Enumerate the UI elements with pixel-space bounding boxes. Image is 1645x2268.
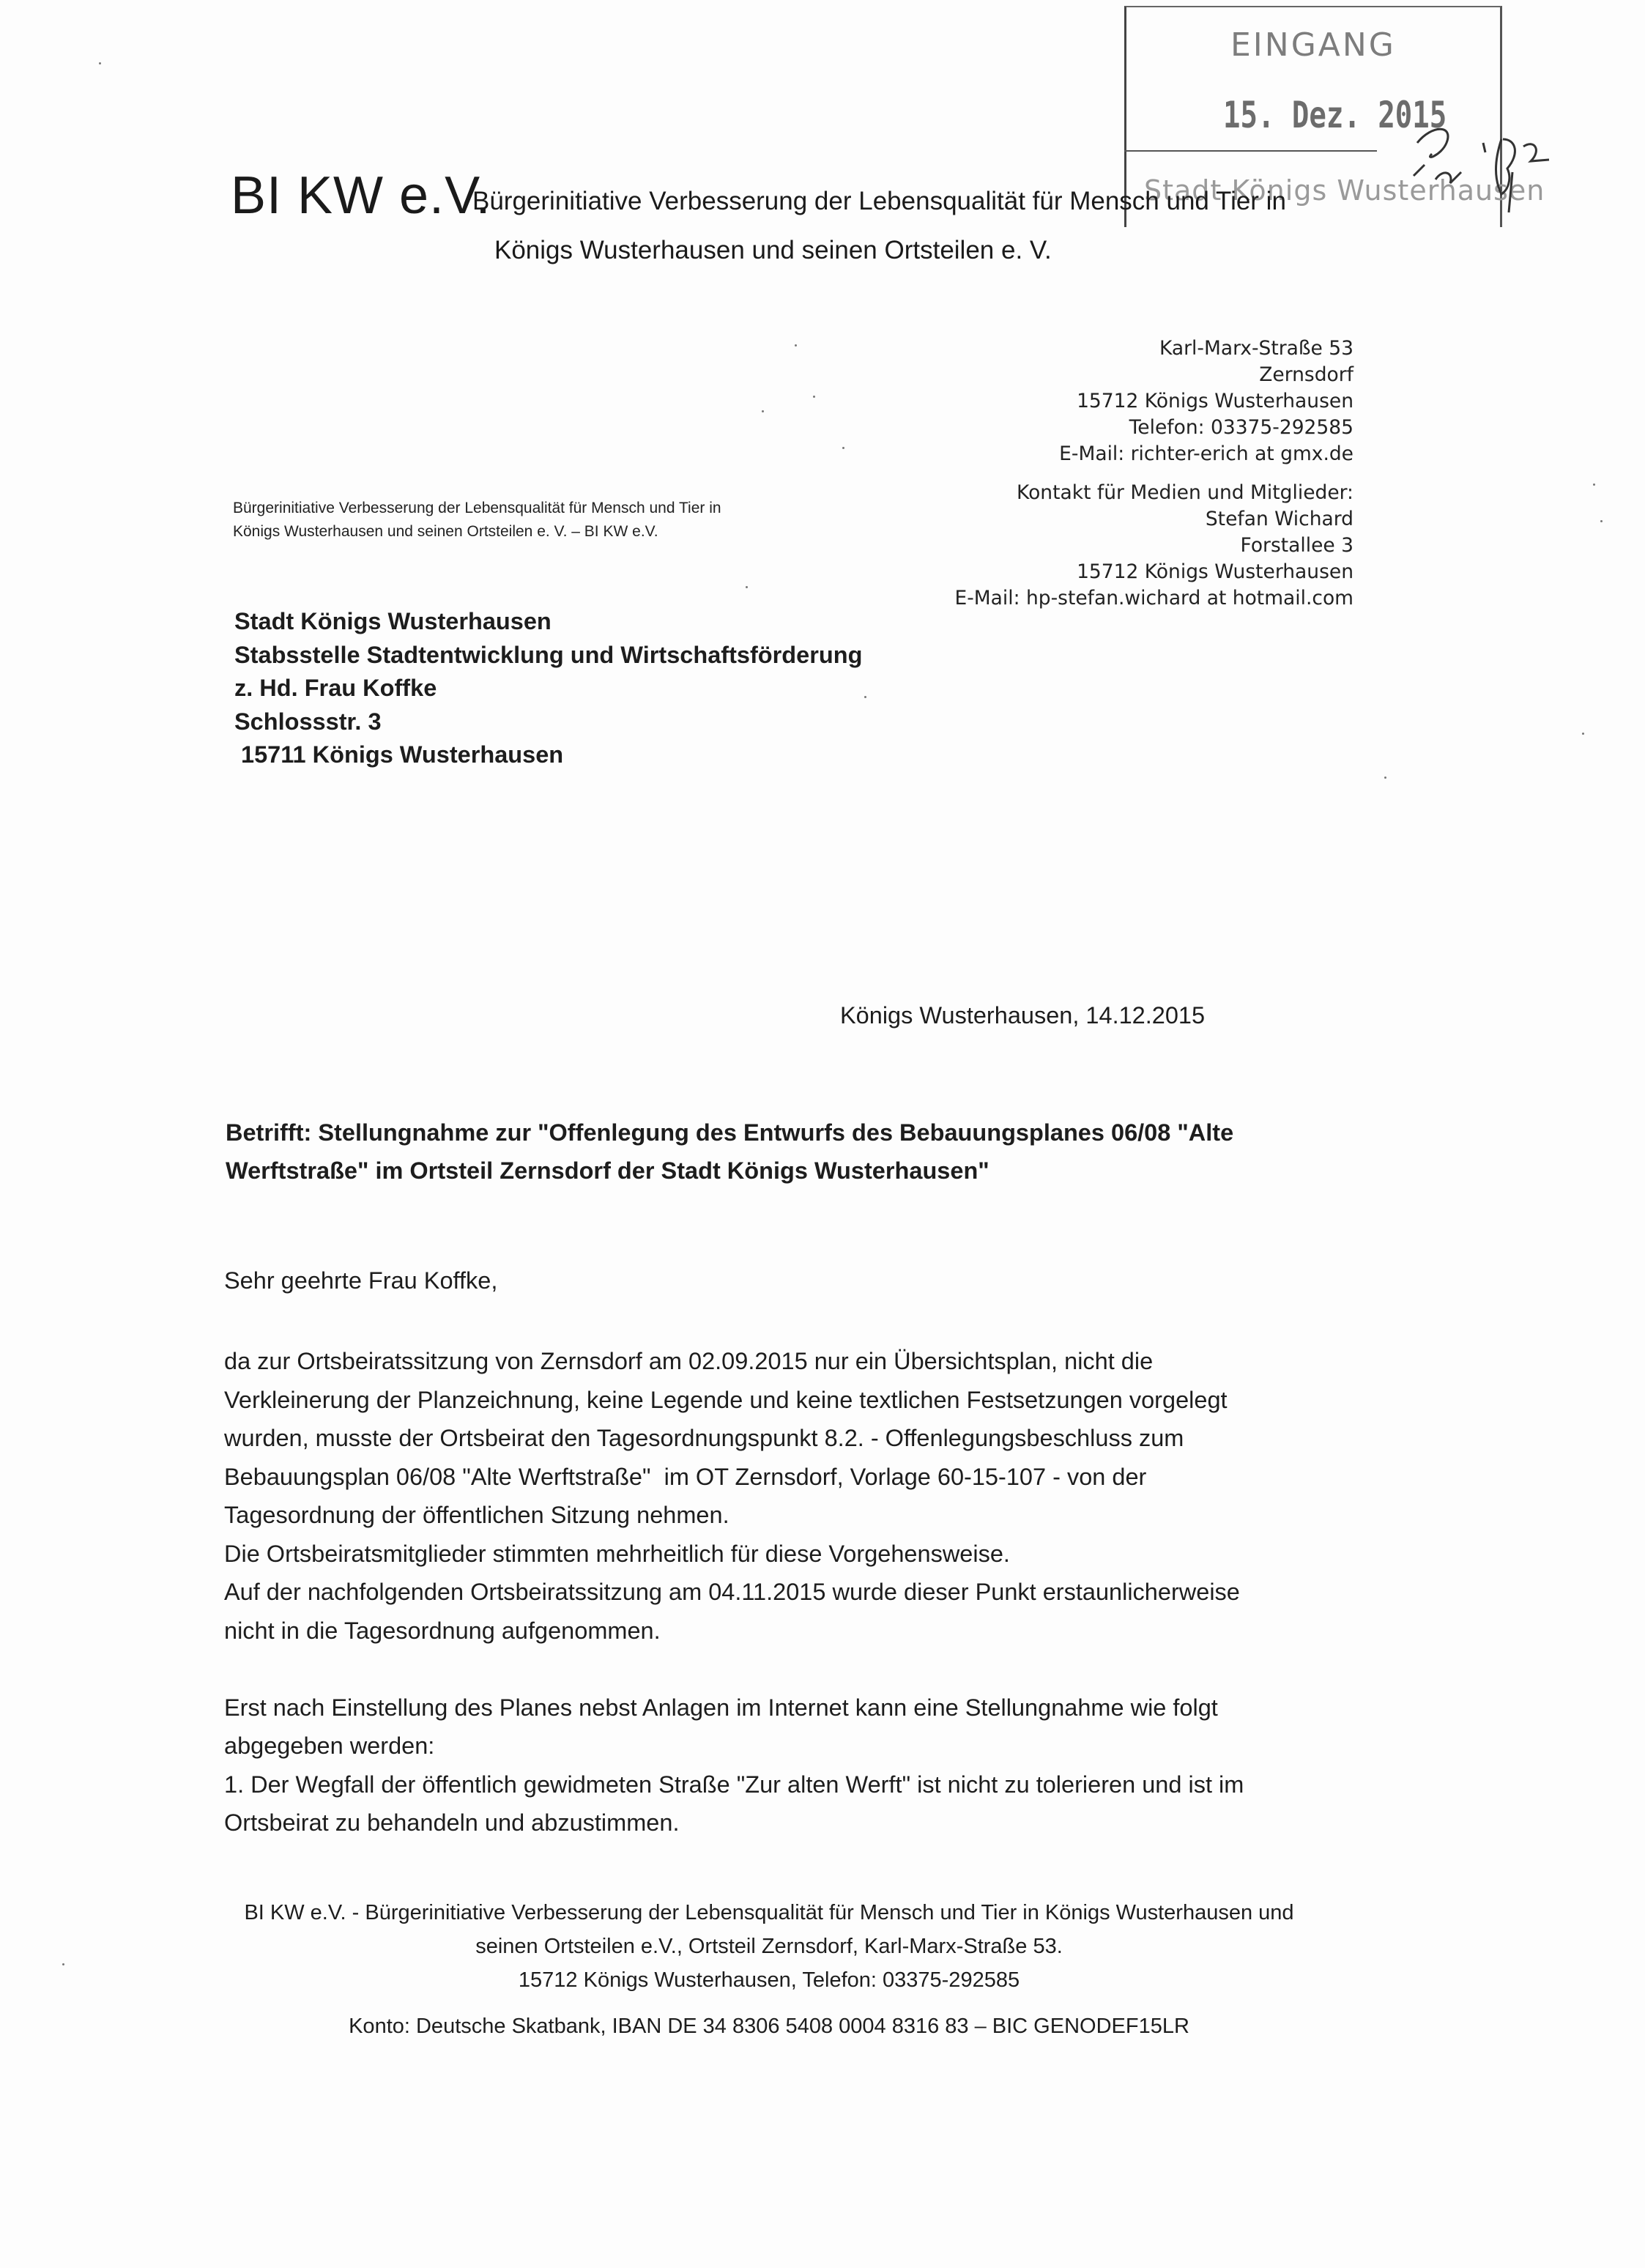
salutation: Sehr geehrte Frau Koffke, — [224, 1267, 498, 1294]
footer-line: seinen Ortsteilen e.V., Ortsteil Zernsdorf, Karl-Marx-Straße 53. — [475, 1935, 1063, 1958]
return-address — [233, 497, 721, 544]
body-line: abgegeben werden: — [224, 1732, 435, 1759]
stamp-label: EINGANG — [1230, 26, 1396, 64]
org-long-name-line1: Bürgerinitiative Verbesserung der Lebensqualität für Mensch und Tier in — [472, 187, 1286, 215]
recipient-line: Stabsstelle Stadtentwicklung und Wirtschaftsförderung — [234, 641, 863, 668]
sender-email: E-Mail: richter-erich at gmx.de — [1059, 442, 1353, 465]
scan-speck — [1384, 777, 1386, 779]
recipient-line: 15711 Königs Wusterhausen — [234, 741, 564, 768]
sender-city: 15712 Königs Wusterhausen — [1077, 390, 1353, 412]
contact-city: 15712 Königs Wusterhausen — [1077, 560, 1353, 583]
body-line: nicht in die Tagesordnung aufgenommen. — [224, 1617, 661, 1644]
org-long-name-line2: Königs Wusterhausen und seinen Ortsteilen e. V. — [494, 236, 1052, 264]
body-line: Auf der nachfolgenden Ortsbeiratssitzung am 04.11.2015 wurde dieser Punkt erstaunlicherweise — [224, 1579, 1240, 1605]
contact-email: E-Mail: hp-stefan.wichard at hotmail.com — [954, 587, 1353, 609]
letter-body — [224, 1342, 1433, 1842]
page-footer — [183, 1896, 1355, 1997]
scan-speck — [842, 447, 844, 449]
body-line: 1. Der Wegfall der öffentlich gewidmeten Straße "Zur alten Werft" ist nicht zu tolerieren und ist im — [224, 1771, 1244, 1798]
footer-line: BI KW e.V. - Bürgerinitiative Verbesserung der Lebensqualität für Mensch und Tier in Königs Wusterhausen und — [244, 1901, 1294, 1924]
contact-heading: Kontakt für Medien und Mitglieder: — [1017, 481, 1353, 504]
scan-speck — [62, 1963, 64, 1965]
stamp-date: 15. Dez. 2015 — [1223, 94, 1447, 136]
scan-speck — [864, 696, 866, 698]
scan-speck — [795, 344, 797, 346]
return-address-line2: Königs Wusterhausen und seinen Ortsteilen e. V. – BI KW e.V. — [233, 523, 658, 540]
sender-district: Zernsdorf — [1259, 363, 1353, 386]
recipient-line: Stadt Königs Wusterhausen — [234, 608, 552, 634]
scan-speck — [762, 410, 764, 412]
body-line: Tagesordnung der öffentlichen Sitzung nehmen. — [224, 1502, 729, 1528]
body-line: Bebauungsplan 06/08 "Alte Werftstraße" im OT Zernsdorf, Vorlage 60-15-107 - von der — [224, 1463, 1147, 1490]
body-line: Verkleinerung der Planzeichnung, keine Legende und keine textlichen Festsetzungen vorgelegt — [224, 1386, 1228, 1413]
body-line: Die Ortsbeiratsmitglieder stimmten mehrheitlich für diese Vorgehensweise. — [224, 1540, 1010, 1567]
scan-speck — [1593, 483, 1595, 486]
sender-address — [1059, 336, 1353, 467]
recipient-line: Schlossstr. 3 — [234, 708, 382, 735]
recipient-address — [234, 605, 862, 772]
handwritten-initials — [1392, 110, 1575, 234]
sender-street: Karl-Marx-Straße 53 — [1159, 337, 1353, 360]
org-short-name: BI KW e.V. — [231, 166, 491, 225]
body-line: Ortsbeirat zu behandeln und abzustimmen. — [224, 1809, 680, 1836]
stamp-divider — [1124, 150, 1377, 152]
paragraph-gap — [224, 1650, 1433, 1689]
subject-line1: Betrifft: Stellungnahme zur "Offenlegung des Entwurfs des Bebauungsplanes 06/08 "Alte — [226, 1119, 1234, 1146]
contact-name: Stefan Wichard — [1205, 508, 1353, 530]
body-line: Erst nach Einstellung des Planes nebst Anlagen im Internet kann eine Stellungnahme wie folgt — [224, 1694, 1218, 1721]
scan-speck — [813, 396, 815, 398]
contact-street: Forstallee 3 — [1240, 534, 1353, 557]
scan-speck — [99, 62, 101, 64]
scan-speck — [1600, 520, 1603, 522]
sender-phone: Telefon: 03375-292585 — [1129, 416, 1353, 439]
recipient-line: z. Hd. Frau Koffke — [234, 675, 437, 701]
bank-details: Konto: Deutsche Skatbank, IBAN DE 34 8306 5408 0004 8316 83 – BIC GENODEF15LR — [349, 2015, 1189, 2038]
subject — [226, 1113, 1324, 1190]
letter-date: Königs Wusterhausen, 14.12.2015 — [840, 1002, 1206, 1029]
contact-block — [954, 480, 1353, 612]
scan-speck — [746, 586, 748, 588]
footer-line: 15712 Königs Wusterhausen, Telefon: 03375-292585 — [518, 1968, 1020, 1992]
return-address-line1: Bürgerinitiative Verbesserung der Lebensqualität für Mensch und Tier in — [233, 500, 721, 516]
subject-line2: Werftstraße" im Ortsteil Zernsdorf der Stadt Königs Wusterhausen" — [226, 1157, 989, 1184]
stamp-city: Stadt Königs Wusterhausen — [1144, 174, 1545, 207]
scan-speck — [1582, 733, 1584, 735]
body-line: da zur Ortsbeiratssitzung von Zernsdorf am 02.09.2015 nur ein Übersichtsplan, nicht die — [224, 1348, 1154, 1374]
body-line: wurden, musste der Ortsbeirat den Tagesordnungspunkt 8.2. - Offenlegungsbeschluss zum — [224, 1425, 1184, 1451]
